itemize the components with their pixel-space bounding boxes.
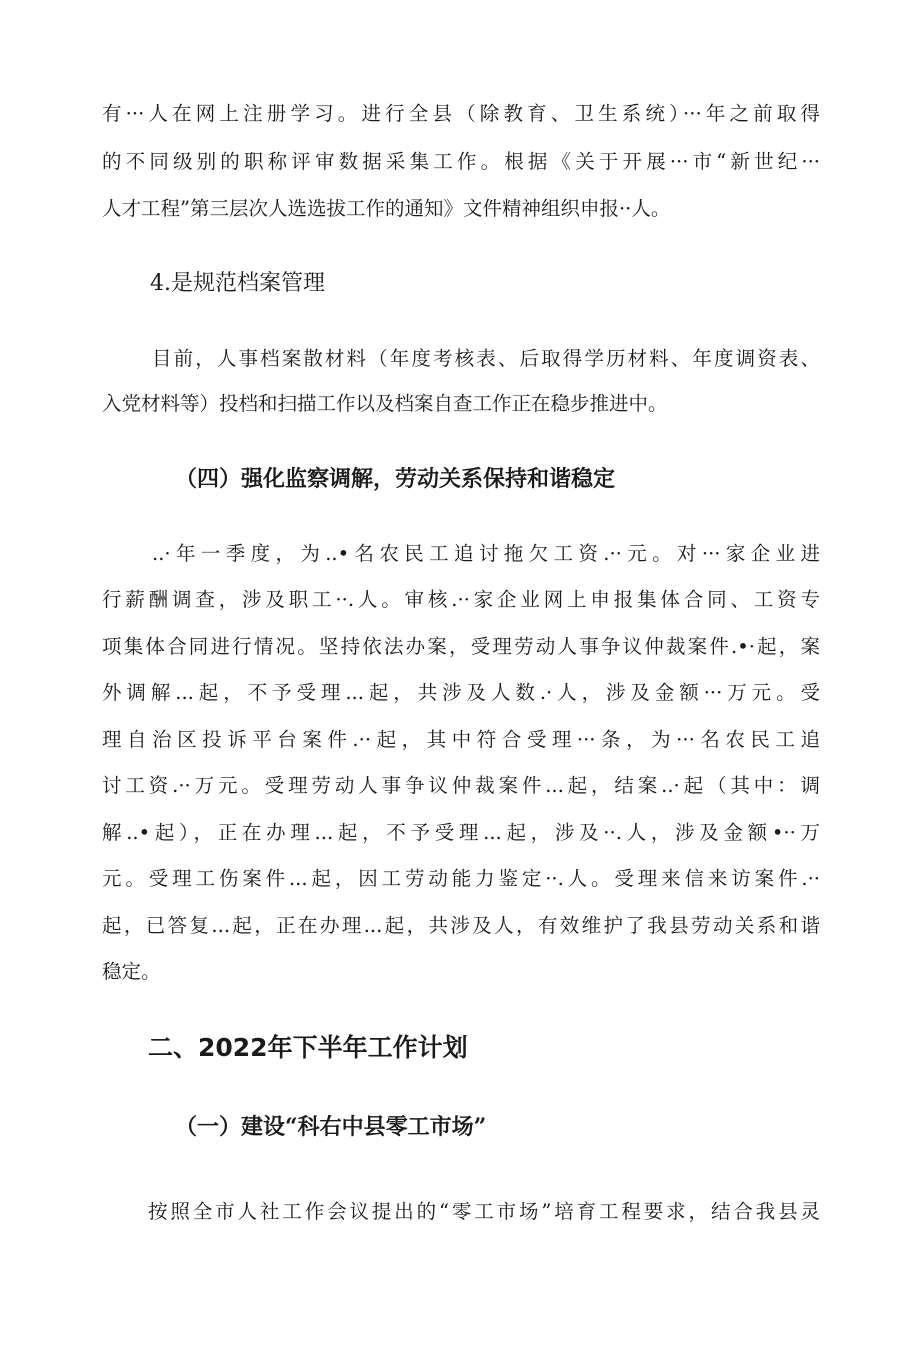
paragraph-2-line-1: 目前，人事档案散材料（年度考核表、后取得学历材料、年度调资表、 (152, 347, 820, 370)
chapter-heading-two: 二、2022年下半年工作计划 (148, 1033, 468, 1062)
paragraph-4-line-1: 按照全市人社工作会议提出的“零工市场”培育工程要求，结合我县灵 (148, 1200, 820, 1223)
paragraph-3-line-8: 元。受理工伤案件...起，因工劳动能力鉴定··.人。受理来信来访案件.·· (102, 867, 820, 890)
paragraph-3-line-10: 稳定。 (102, 960, 161, 983)
paragraph-3-line-5: 理自治区投诉平台案件.··起，其中符合受理···条，为···名农民工追 (102, 728, 820, 751)
paragraph-3-line-2: 行薪酬调查，涉及职工··.人。审核.··家企业网上申报集体合同、工资专 (102, 588, 820, 611)
paragraph-1-line-2: 的不同级别的职称评审数据采集工作。根据《关于开展···市“新世纪··· (102, 150, 820, 173)
section-heading-one: （一）建设“科右中县零工市场” (175, 1114, 487, 1140)
paragraph-3-line-6: 讨工资.··万元。受理劳动人事争议仲裁案件...起，结案..·起（其中：调 (102, 774, 820, 797)
paragraph-3-line-1: ..·年一季度，为..•名农民工追讨拖欠工资.··元。对···家企业进 (152, 542, 820, 565)
paragraph-3-line-4: 外调解...起，不予受理...起，共涉及人数.·人，涉及金额···万元。受 (102, 681, 820, 704)
paragraph-1-line-1: 有···人在网上注册学习。进行全县（除教育、卫生系统）···年之前取得 (102, 102, 820, 125)
section-heading-si: （四）强化监察调解，劳动关系保持和谐稳定 (175, 466, 616, 492)
paragraph-3-line-7: 解..•起），正在办理...起，不予受理...起，涉及··.人，涉及金额•··万 (102, 821, 820, 844)
paragraph-3-line-9: 起，已答复...起，正在办理...起，共涉及人，有效维护了我县劳动关系和谐 (102, 914, 820, 937)
paragraph-1-line-3: 人才工程”第三层次人选选拔工作的通知》文件精神组织申报··人。 (102, 197, 671, 220)
section-heading-4: 4.是规范档案管理 (150, 271, 325, 296)
paragraph-2-line-2: 入党材料等）投档和扫描工作以及档案自查工作正在稳步推进中。 (102, 392, 668, 415)
paragraph-3-line-3: 项集体合同进行情况。坚持依法办案，受理劳动人事争议仲裁案件.•·起，案 (102, 635, 820, 658)
